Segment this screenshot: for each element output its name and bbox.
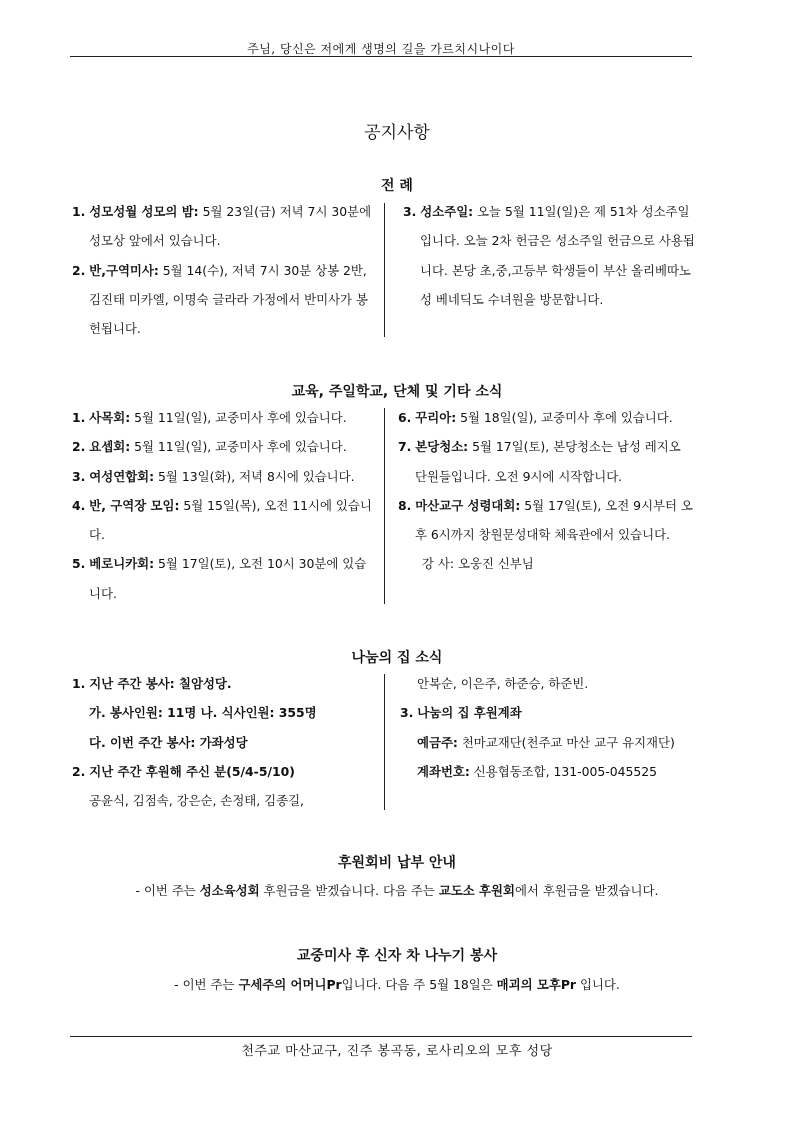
education-right-column [398, 403, 694, 579]
list-item: 2. 지난 주간 후원해 주신 분(5/4-5/10) [72, 763, 295, 779]
header-motto: 주님, 당신은 저에게 생명의 길을 가르치시나이다 [247, 42, 515, 56]
page-title: 공지사항 [364, 123, 430, 143]
liturgy-left-column [72, 197, 372, 343]
list-item: 3. 나눔의 집 후원계좌 [400, 705, 522, 721]
list-item: 8. 마산교구 성령대회: 5월 17일(토), 오전 9시부터 오후 6시까지 창원문성대학 체육관에서 있습니다. [398, 497, 693, 543]
liturgy-right-column [403, 197, 695, 314]
list-item: 계좌번호: 신용협동조합, 131-005-045525 [417, 763, 658, 779]
header-divider [70, 56, 692, 57]
list-item: 2. 요셉회: 5월 11일(일), 교중미사 후에 있습니다. [72, 439, 347, 455]
list-item: 7. 본당청소: 5월 17일(토), 본당청소는 남성 레지오 단원들입니다. 오전 9시에 시작합니다. [398, 439, 681, 484]
section-heading-education: 교육, 주일학교, 단체 및 기타 소식 [291, 384, 503, 400]
section-heading-sharing: 나눔의 집 소식 [351, 650, 443, 666]
footer-divider [70, 1036, 692, 1037]
list-item: 1. 지난 주간 봉사: 칠암성당. [72, 676, 232, 691]
donor-names: 안복순, 이은주, 하준승, 하준빈. [417, 676, 589, 691]
list-item: 2. 반,구역미사: 5월 14(수), 저녁 7시 30분 상봉 2반, 김진태 미카엘, 이명숙 글라라 가정에서 반미사가 봉헌됩니다. [72, 262, 368, 337]
footer-parish: 천주교 마산교구, 진주 봉곡동, 로사리오의 모후 성당 [241, 1044, 553, 1059]
sharing-left-column [72, 669, 378, 815]
sharing-right-column [400, 669, 696, 786]
list-item: 다. 이번 주간 봉사: 가좌성당 [89, 734, 248, 750]
section-heading-dues: 후원회비 납부 안내 [338, 855, 456, 871]
list-item: 3. 여성연합회: 5월 13일(화), 저녁 8시에 있습니다. [72, 468, 355, 484]
list-item: 가. 봉사인원: 11명 나. 식사인원: 355명 [89, 705, 317, 721]
lecturer-line: 강 사: 오웅진 신부님 [422, 556, 534, 572]
column-divider [384, 674, 385, 810]
list-item: 6. 꾸리아: 5월 18일(일), 교중미사 후에 있습니다. [398, 410, 673, 425]
list-item: 예금주: 천마교재단(천주교 마산 교구 유지재단) [417, 734, 675, 750]
section-heading-tea: 교중미사 후 신자 차 나누기 봉사 [296, 948, 498, 964]
list-item: 1. 성모성월 성모의 밤: 5월 23일(금) 저녁 7시 30분에 성모상 앞에서 있습니다. [72, 204, 372, 249]
list-item: 1. 사목회: 5월 11일(일), 교중미사 후에 있습니다. [72, 410, 347, 425]
dues-notice: - 이번 주는 성소육성회 후원금을 받겠습니다. 다음 주는 교도소 후원회에서 후원금을 받겠습니다. [135, 883, 659, 898]
list-item: 3. 성소주일: 오늘 5월 11일(일)은 제 51차 성소주일입니다. 오늘 2차 헌금은 성소주일 헌금으로 사용됩니다. 본당 초,중,고등부 학생들이 부산 올리베따노 성 베네딕도 수녀원을 방문합니다. [403, 204, 695, 307]
list-item: 4. 반, 구역장 모임: 5월 15일(목), 오전 11시에 있습니다. [72, 497, 372, 543]
column-divider [384, 408, 385, 604]
section-heading-liturgy: 전 례 [381, 178, 413, 194]
tea-notice: - 이번 주는 구세주의 어머니Pr입니다. 다음 주 5월 18일은 매괴의 모후Pr 입니다. [174, 977, 620, 992]
column-divider [384, 203, 385, 337]
list-item: 5. 베로니카회: 5월 17일(토), 오전 10시 30분에 있습니다. [72, 556, 367, 601]
education-left-column [72, 403, 372, 608]
donor-names: 공윤식, 김점속, 강은순, 손정태, 김종길, [89, 793, 304, 809]
